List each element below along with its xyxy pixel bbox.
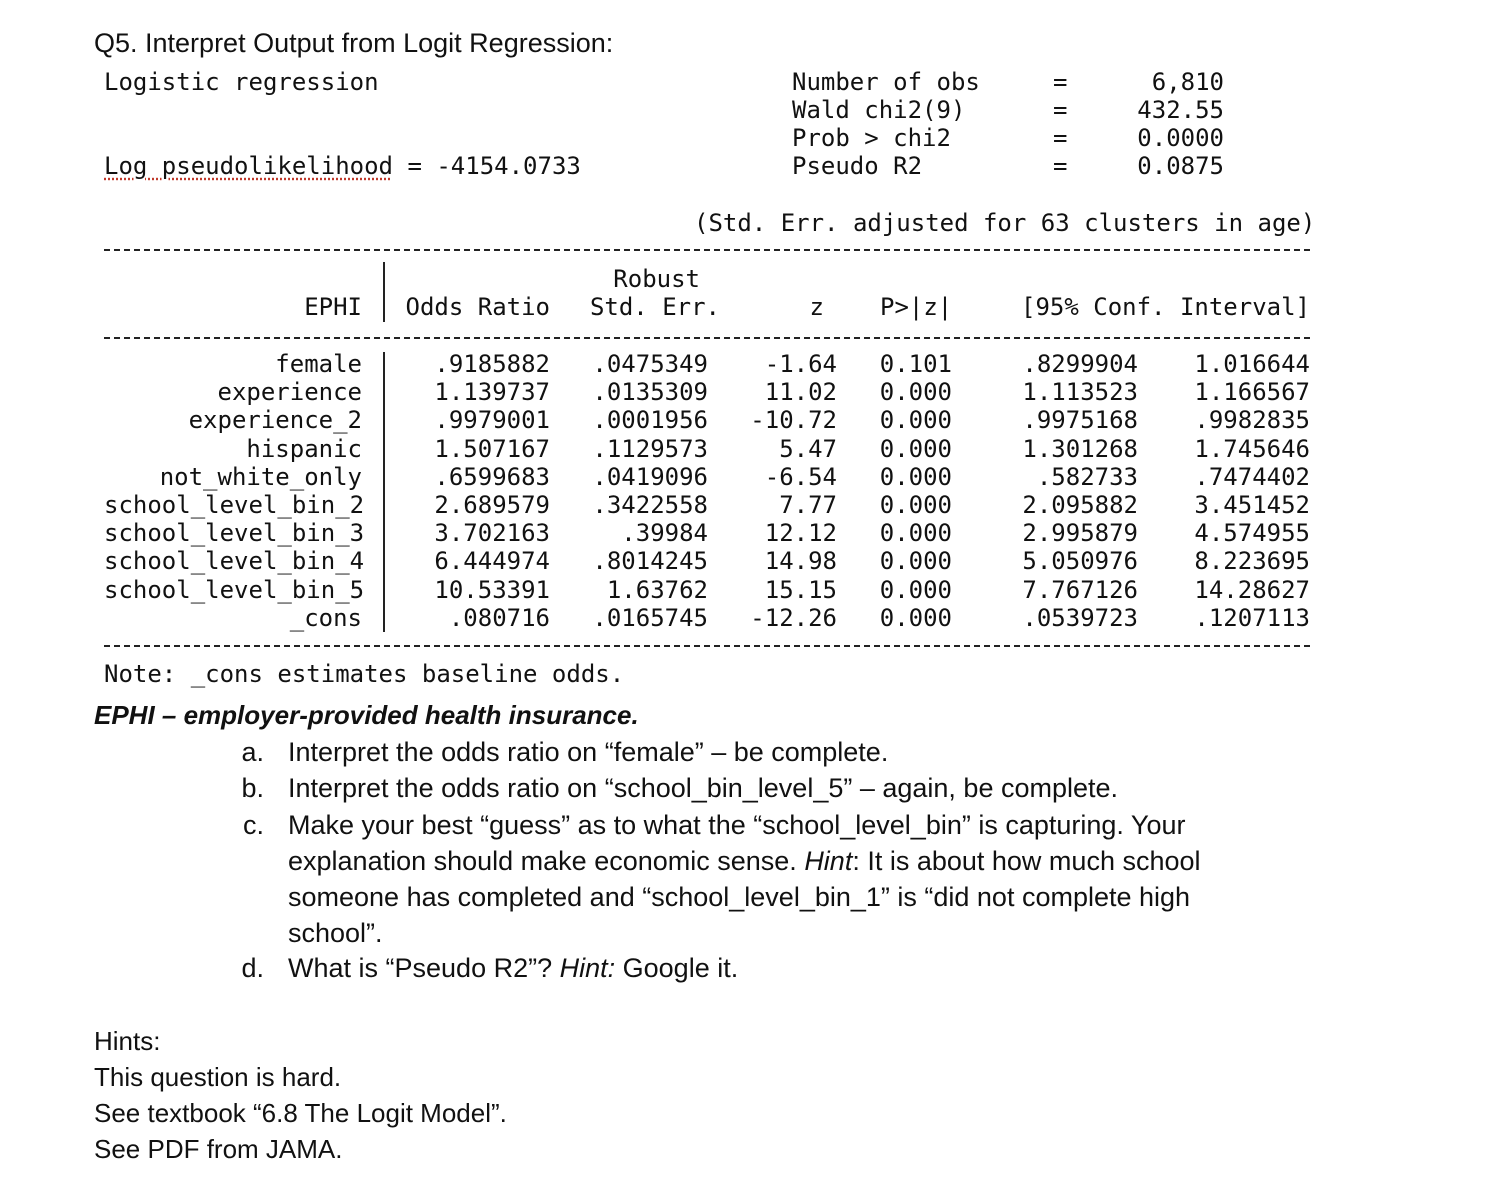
cell-p: 0.101 [879,350,952,378]
cell-std-err: .0001956 [592,406,708,435]
se-note: (Std. Err. adjusted for 63 clusters in age) [694,209,1316,237]
cell-z: 11.02 [764,378,837,407]
stat-eq: = [1053,152,1068,180]
cell-ci-high: 8.223695 [1194,547,1310,576]
cell-z: -6.54 [764,462,837,491]
cell-std-err: .0419096 [592,462,708,491]
cell-ci-low: .8299904 [1022,350,1138,378]
question-letter-b: b. [241,773,264,803]
hint-line: This question is hard. [94,1062,342,1092]
stat-label-pseudo-r2: Pseudo R2 [792,152,923,180]
cell-ci-high: 1.166567 [1194,378,1310,407]
question-title: Q5. Interpret Output from Logit Regression: [94,28,614,58]
cell-ci-high: .9982835 [1194,406,1310,435]
cell-z: -12.26 [750,603,837,632]
cell-std-err: .0475349 [592,350,708,378]
question-letter-a: a. [241,737,264,767]
cell-ci-high: 1.745646 [1194,434,1310,463]
cell-std-err: .8014245 [592,547,708,576]
cell-ci-high: 14.28627 [1194,575,1310,604]
stat-value-wald: 432.55 [1137,96,1224,124]
question-letter-c: c. [242,810,264,840]
body-divider [383,352,385,632]
cell-odds-ratio: 1.139737 [434,378,550,407]
stat-eq: = [1053,124,1068,152]
cell-std-err: .1129573 [592,434,708,463]
question-letter-d: d. [241,953,264,983]
cell-std-err: .39984 [621,519,708,548]
question-c: Make your best “guess” as to what the “school_level_bin” is capturing. Your explanation should make economic sense. Hint: It is about how much school someone has completed and “school_level_bin_1” is “did not complete high school”. [288,810,1201,948]
cell-p: 0.000 [879,547,952,576]
cell-p: 0.000 [879,462,952,491]
cell-ci-low: 1.113523 [1022,378,1138,407]
stat-value-prob: 0.0000 [1137,124,1224,152]
header-ci: [95% Conf. Interval] [1021,293,1310,321]
hint-line: See PDF from JAMA. [94,1134,343,1164]
cell-p: 0.000 [879,519,952,548]
table-header-rule [104,337,1310,339]
cell-ci-high: 1.016644 [1194,350,1310,378]
cell-odds-ratio: .9185882 [434,350,550,378]
cell-std-err: .0165745 [592,603,708,632]
log-pl-value: -4154.0733 [436,152,581,180]
hints-heading: Hints: [94,1026,161,1056]
header-z: z [809,293,824,321]
cell-p: 0.000 [879,603,952,632]
header-odds-ratio: Odds Ratio [405,293,550,321]
cell-variable: hispanic [246,434,362,463]
cell-variable: school_level_bin_4 [104,547,365,576]
cell-odds-ratio: 10.53391 [434,575,550,604]
header-std-err: Std. Err. [589,293,720,321]
table-top-rule [104,249,1310,251]
cell-variable: school_level_bin_2 [104,491,365,519]
log-pseudolikelihood [104,152,581,180]
cell-ci-low: .0539723 [1022,603,1138,632]
stat-eq: = [1053,96,1068,124]
cell-variable: not_white_only [159,462,362,491]
table-bottom-rule [104,645,1310,647]
hint-label: Hint [804,846,853,876]
cell-variable: female [275,350,362,378]
cell-ci-low: .582733 [1036,462,1138,491]
cell-p: 0.000 [879,378,952,407]
cell-ci-low: 2.095882 [1022,491,1138,519]
question-a: Interpret the odds ratio on “female” – be complete. [288,737,889,767]
question-d: What is “Pseudo R2”? Hint: Google it. [288,953,739,983]
header-depvar: EPHI [304,293,362,321]
hint-line: See textbook “6.8 The Logit Model”. [94,1098,507,1128]
cell-ci-low: 5.050976 [1022,547,1138,576]
stat-label-prob: Prob > chi2 [792,124,951,152]
question-b: Interpret the odds ratio on “school_bin_level_5” – again, be complete. [288,773,1119,803]
cell-odds-ratio: 6.444974 [434,547,550,576]
log-pl-eq: = [407,152,422,180]
cell-z: 15.15 [764,575,837,604]
hint-label: Hint: [559,953,616,983]
cell-z: -10.72 [750,406,837,435]
cell-ci-low: 7.767126 [1022,575,1138,604]
table-note: Note: _cons estimates baseline odds. [104,660,625,688]
header-p: P>|z| [880,293,953,321]
cell-ci-low: .9975168 [1022,406,1138,435]
stat-value-nobs: 6,810 [1151,68,1224,96]
log-pl-label: Log pseudolikelihood [104,152,393,180]
stat-label-nobs: Number of obs [792,68,980,96]
ephi-definition: EPHI – employer-provided health insurance. [94,700,639,730]
cell-std-err: .0135309 [592,378,708,407]
cell-variable: experience [217,378,362,407]
cell-p: 0.000 [879,575,952,604]
cell-odds-ratio: 2.689579 [434,491,550,519]
cell-odds-ratio: .6599683 [434,462,550,491]
cell-z: 7.77 [779,491,837,519]
header-divider [383,262,385,322]
cell-p: 0.000 [879,406,952,435]
cell-variable: experience_2 [188,406,362,435]
cell-z: -1.64 [764,350,837,378]
header-robust: Robust [613,265,700,293]
cell-ci-high: .1207113 [1194,603,1310,632]
cell-ci-high: .7474402 [1194,462,1310,491]
stat-eq: = [1053,68,1068,96]
cell-odds-ratio: 3.702163 [434,519,550,548]
cell-z: 12.12 [764,519,837,548]
cell-variable: school_level_bin_5 [104,575,365,604]
cell-z: 14.98 [764,547,837,576]
cell-ci-high: 4.574955 [1194,519,1310,548]
cell-p: 0.000 [879,491,952,519]
cell-odds-ratio: .9979001 [434,406,550,435]
cell-ci-high: 3.451452 [1194,491,1310,519]
cell-std-err: 1.63762 [606,575,708,604]
cell-odds-ratio: .080716 [448,603,550,632]
cell-odds-ratio: 1.507167 [434,434,550,463]
cell-variable: school_level_bin_3 [104,519,365,548]
model-name: Logistic regression [104,68,379,96]
cell-ci-low: 1.301268 [1022,434,1138,463]
stat-label-wald: Wald chi2(9) [792,96,966,124]
cell-z: 5.47 [779,434,837,463]
stat-value-pseudo-r2: 0.0875 [1137,152,1224,180]
cell-std-err: .3422558 [592,491,708,519]
cell-variable: _cons [289,603,362,632]
cell-p: 0.000 [879,434,952,463]
cell-ci-low: 2.995879 [1022,519,1138,548]
